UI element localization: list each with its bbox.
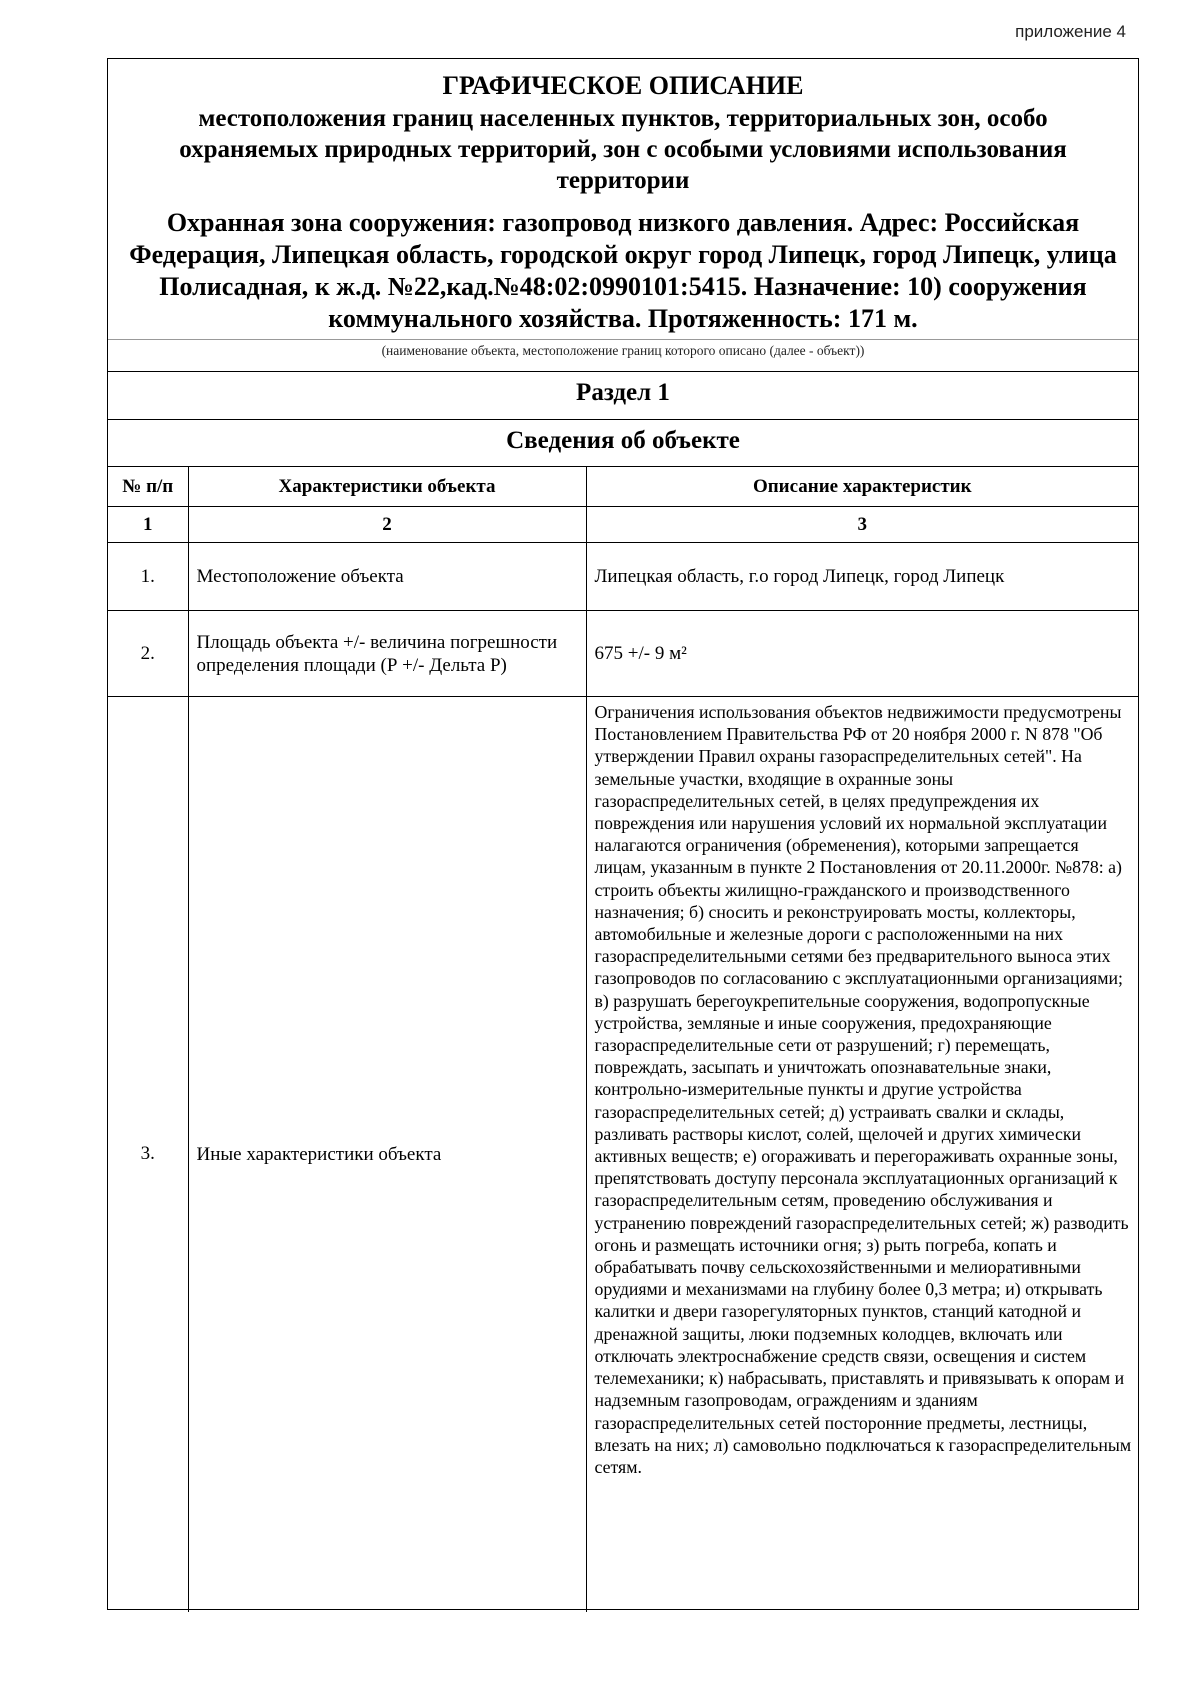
header-num: № п/п — [108, 467, 188, 507]
row-characteristic: Иные характеристики объекта — [188, 697, 586, 1612]
document-header — [108, 59, 1138, 371]
section-subtitle: Сведения об объекте — [506, 427, 740, 454]
table-header-row — [108, 467, 1138, 507]
document-title: ГРАФИЧЕСКОЕ ОПИСАНИЕ — [442, 71, 804, 100]
column-number: 2 — [188, 507, 586, 543]
table-row — [108, 543, 1138, 611]
table-row — [108, 697, 1138, 1612]
row-number: 1. — [108, 543, 188, 611]
object-info-table — [108, 466, 1138, 1612]
header-characteristic: Характеристики объекта — [188, 467, 586, 507]
header-description: Описание характеристик — [586, 467, 1138, 507]
object-caption: (наименование объекта, местоположение границ которого описано (далее - объект)) — [381, 343, 865, 358]
row-number: 2. — [108, 611, 188, 697]
row-description: Ограничения использования объектов недвижимости предусмотрены Постановлением Правительства РФ от 20 ноября 2000 г. N 878 "Об утверждении Правил охраны газораспределительных сетей". На земельные участки, входящие в охранные зоны газораспределительных сетей, в целях предупреждения их повреждения или нарушения условий их нормальной эксплуатации налагаются ограничения (обременения), которыми запрещается лицам, указанным в пункте 2 Постановления от 20.11.2000г. №878: а) строить объекты жилищно-гражданского и производственного назначения; б) сносить и реконструировать мосты, коллекторы, автомобильные и железные дороги с расположенными на них газораспределительными сетями без предварительного выноса этих газопроводов по согласованию с эксплуатационными организациями; в) разрушать берегоукрепительные сооружения, водопропускные устройства, земляные и иные сооружения, предохраняющие газораспределительные сети от разрушений; г) перемещать, повреждать, засыпать и уничтожать опознавательные знаки, контрольно-измерительные пункты и другие устройства газораспределительных сетей; д) устраивать свалки и склады, разливать растворы кислот, солей, щелочей и других химически активных веществ; е) огораживать и перегораживать охранные зоны, препятствовать доступу персонала эксплуатационных организаций к газораспределительным сетям, проведению обслуживания и устранению повреждений газораспределительных сетей; ж) разводить огонь и размещать источники огня; з) рыть погреба, копать и обрабатывать почву сельскохозяйственными и мелиоративными орудиями и механизмами на глубину более 0,3 метра; и) открывать калитки и двери газорегуляторных пунктов, станций катодной и дренажной защиты, люки подземных колодцев, включать или отключать электроснабжение средств связи, освещения и систем телемеханики; к) набрасывать, приставлять и привязывать к опорам и надземным газопроводам, ограждениям и зданиям газораспределительных сетей посторонние предметы, лестницы, влезать на них; л) самовольно подключаться к газораспределительным сетям. — [586, 697, 1138, 1612]
row-description: 675 +/- 9 м² — [586, 611, 1138, 697]
document-subtitle: местоположения границ населенных пунктов, территориальных зон, особо охраняемых природных территорий, зон с особыми условиями использования территории — [179, 105, 1067, 194]
row-characteristic: Местоположение объекта — [188, 543, 586, 611]
row-description: Липецкая область, г.о город Липецк, город Липецк — [586, 543, 1138, 611]
section-subtitle-row — [108, 419, 1138, 454]
appendix-label: приложение 4 — [1015, 22, 1126, 41]
object-name-underline — [108, 339, 1138, 340]
row-number: 3. — [108, 697, 188, 1612]
row-characteristic: Площадь объекта +/- величина погрешности определения площади (Р +/- Дельта Р) — [188, 611, 586, 697]
table-row — [108, 611, 1138, 697]
column-number-row — [108, 507, 1138, 543]
document-sheet — [107, 58, 1139, 1610]
object-name: Охранная зона сооружения: газопровод низкого давления. Адрес: Российская Федерация, Липецкая область, городской округ город Липецк, город Липецк, улица Полисадная, к ж.д. №22,кад.№48:02:0990101:5415. Назначение: 10) сооружения коммунального хозяйства. Протяженность: 171 м. — [129, 208, 1117, 333]
section-title-row — [108, 371, 1138, 406]
section-title: Раздел 1 — [576, 379, 670, 406]
column-number: 3 — [586, 507, 1138, 543]
column-number: 1 — [108, 507, 188, 543]
